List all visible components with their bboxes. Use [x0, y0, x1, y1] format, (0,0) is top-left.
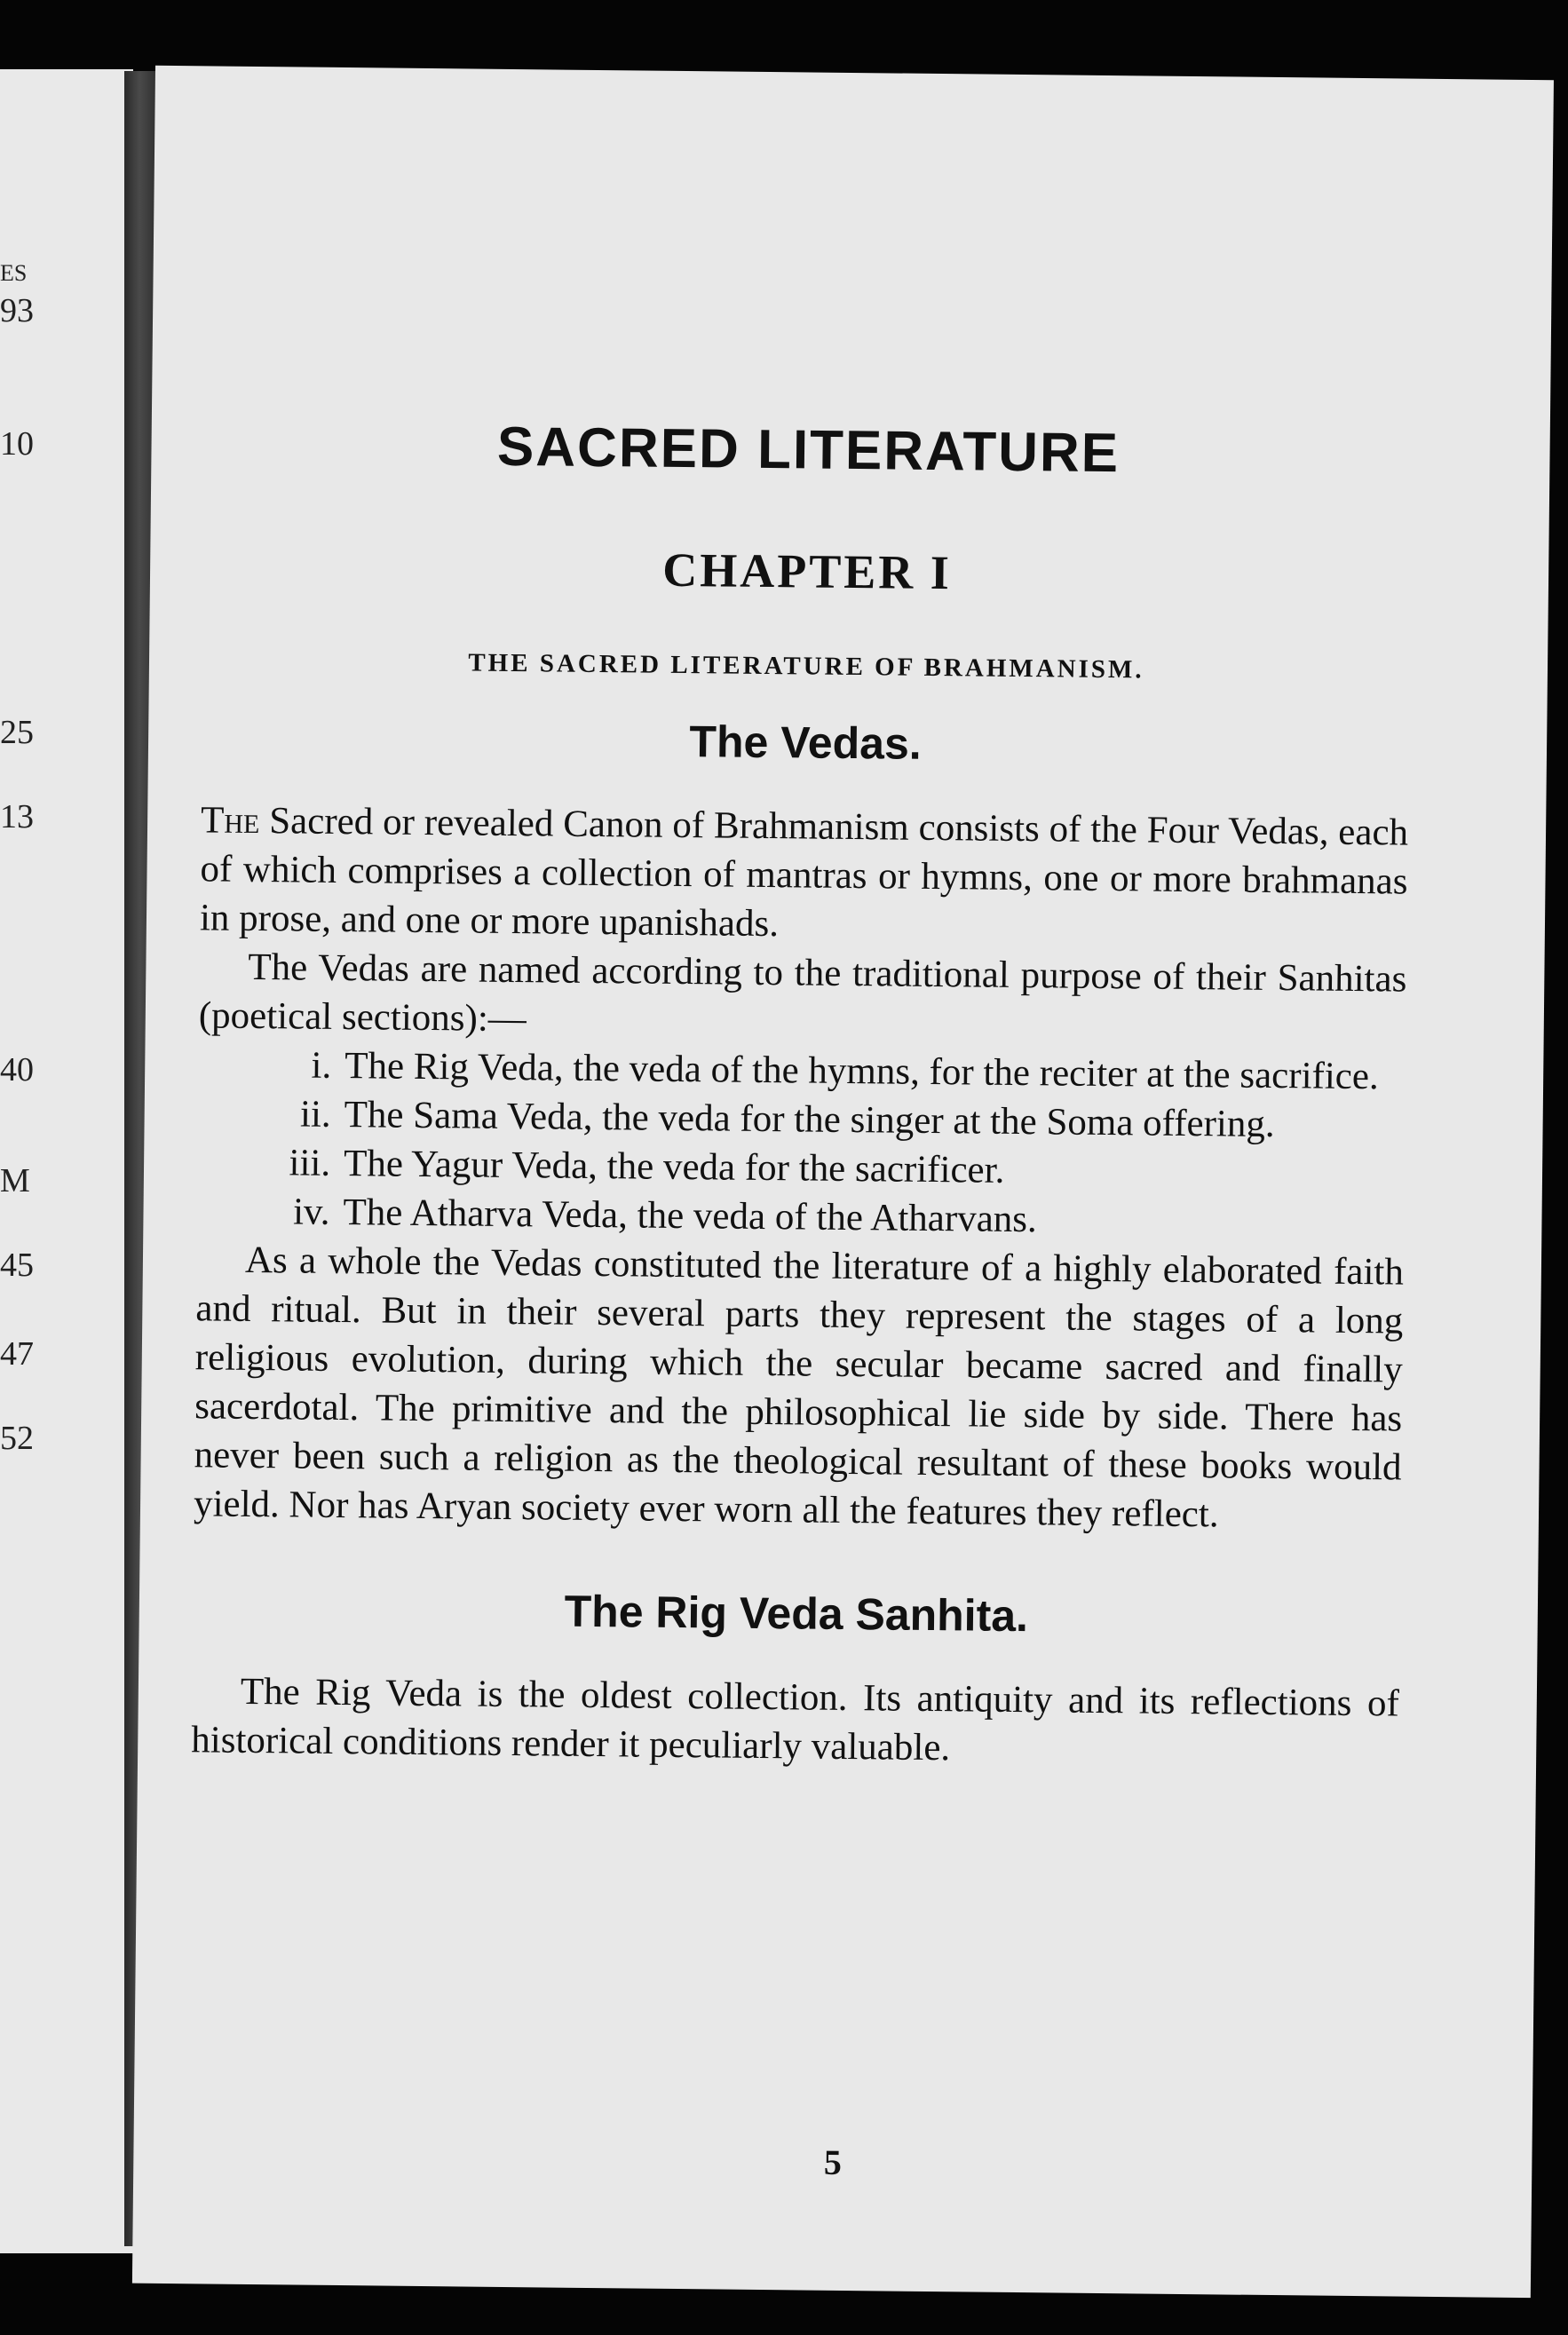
- facing-page-fragment: 52: [0, 1420, 34, 1457]
- list-item-text: The Rig Veda, the veda of the hymns, for the reciter at the sacrifice.: [344, 1045, 1379, 1098]
- list-numeral: i.: [311, 1044, 332, 1087]
- list-item-text: The Atharva Veda, the veda of the Atharvans.: [343, 1191, 1038, 1241]
- page-content: [191, 412, 1413, 1777]
- paragraph: The Vedas are named according to the traditional purpose of their Sanhitas (poetical sections):—: [198, 946, 1407, 1041]
- facing-page: [0, 69, 133, 2253]
- list-item-text: The Yagur Veda, the veda for the sacrificer.: [343, 1143, 1005, 1191]
- paragraph: The Rig Veda is the oldest collection. Its antiquity and its reflections of historical conditions render it peculiarly valuable.: [191, 1670, 1400, 1769]
- chapter-heading: CHAPTER I: [662, 542, 953, 600]
- list-numeral: ii.: [299, 1093, 331, 1136]
- veda-list: [196, 1040, 1406, 1247]
- chapter-subtitle: THE SACRED LITERATURE OF BRAHMANISM.: [468, 648, 1144, 685]
- section-heading-vedas: The Vedas.: [689, 716, 922, 769]
- paragraph: As a whole the Vedas constituted the literature of a highly elaborated faith and ritual. But in their several parts they represent the stages of a long religious evolution, during which the secular became sacred and finally sacerdotal. The primitive and the philosophical lie side by side. There has never been such a religion as the theological resultant of these books would yield. Nor has Aryan society ever worn all the features they reflect.: [193, 1239, 1405, 1536]
- facing-page-fragment: M: [0, 1162, 30, 1199]
- paragraph: [200, 795, 1409, 954]
- list-item-text: The Sama Veda, the veda for the singer at the Soma offering.: [344, 1094, 1275, 1146]
- paragraph-text: Sacred or revealed Canon of Brahmanism consists of the Four Vedas, each of which comprises a collection of mantras or hymns, one or more brahmanas in prose, and one or more upanishads.: [199, 800, 1409, 946]
- facing-page-fragment: 25: [0, 714, 34, 751]
- facing-page-fragment: 47: [0, 1335, 34, 1373]
- list-numeral: iii.: [289, 1142, 331, 1184]
- facing-page-fragment: 45: [0, 1247, 34, 1284]
- main-title: SACRED LITERATURE: [496, 416, 1121, 485]
- facing-page-fragment: ES: [0, 260, 28, 286]
- facing-page-fragment: 13: [0, 798, 34, 835]
- facing-page-fragment: 93: [0, 292, 34, 329]
- facing-page-fragment: 40: [0, 1051, 34, 1088]
- list-numeral: iv.: [292, 1191, 330, 1233]
- book-page: [132, 66, 1554, 2298]
- facing-page-fragment: 10: [0, 425, 34, 463]
- section-heading-rig-veda-sanhita: The Rig Veda Sanhita.: [564, 1586, 1029, 1642]
- page-number: 5: [823, 2141, 843, 2182]
- paragraph-lead-word: The: [200, 799, 260, 843]
